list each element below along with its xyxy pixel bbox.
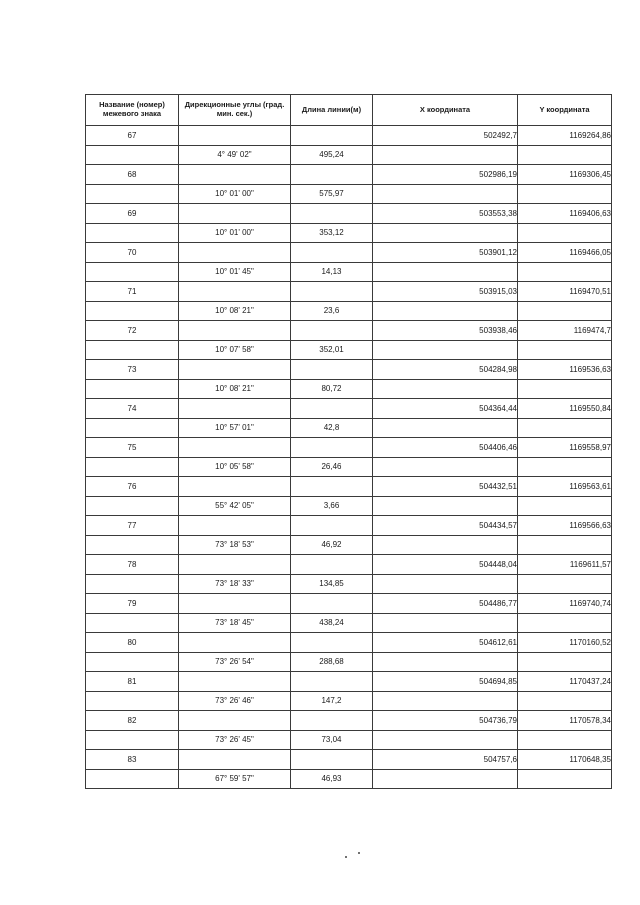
table-row-point [86, 360, 612, 380]
x-coordinate-cell: 504612,61 [373, 633, 518, 653]
empty-cell [179, 672, 291, 692]
empty-cell [291, 594, 373, 614]
empty-cell [373, 536, 518, 555]
table-row-segment [86, 146, 612, 165]
empty-cell [518, 419, 612, 438]
empty-cell [86, 185, 179, 204]
direction-angle-cell: 10° 01' 00" [179, 224, 291, 243]
x-coordinate-cell: 503901,12 [373, 243, 518, 263]
empty-cell [373, 302, 518, 321]
empty-cell [373, 380, 518, 399]
empty-cell [86, 536, 179, 555]
header-x-coordinate: X координата [373, 95, 518, 126]
table-row-segment [86, 458, 612, 477]
empty-cell [179, 477, 291, 497]
point-name-cell: 72 [86, 321, 179, 341]
empty-cell [179, 282, 291, 302]
empty-cell [518, 731, 612, 750]
y-coordinate-cell: 1169611,57 [518, 555, 612, 575]
line-length-cell: 46,92 [291, 536, 373, 555]
empty-cell [179, 126, 291, 146]
point-name-cell: 79 [86, 594, 179, 614]
empty-cell [86, 458, 179, 477]
line-length-cell: 353,12 [291, 224, 373, 243]
point-name-cell: 71 [86, 282, 179, 302]
empty-cell [86, 224, 179, 243]
empty-cell [179, 555, 291, 575]
table-row-segment [86, 536, 612, 555]
y-coordinate-cell: 1170437,24 [518, 672, 612, 692]
point-name-cell: 76 [86, 477, 179, 497]
empty-cell [518, 302, 612, 321]
direction-angle-cell: 67° 59' 57" [179, 770, 291, 789]
point-name-cell: 73 [86, 360, 179, 380]
line-length-cell: 42,8 [291, 419, 373, 438]
table-row-segment [86, 419, 612, 438]
empty-cell [291, 555, 373, 575]
table-row-segment [86, 653, 612, 672]
x-coordinate-cell: 504406,46 [373, 438, 518, 458]
empty-cell [86, 575, 179, 594]
line-length-cell: 495,24 [291, 146, 373, 165]
direction-angle-cell: 10° 07' 58" [179, 341, 291, 360]
x-coordinate-cell: 504694,85 [373, 672, 518, 692]
y-coordinate-cell: 1169740,74 [518, 594, 612, 614]
empty-cell [179, 516, 291, 536]
direction-angle-cell: 10° 08' 21" [179, 302, 291, 321]
scan-speck [345, 856, 347, 858]
direction-angle-cell: 73° 26' 46" [179, 692, 291, 711]
table-row-point [86, 438, 612, 458]
direction-angle-cell: 10° 01' 00" [179, 185, 291, 204]
x-coordinate-cell: 504434,57 [373, 516, 518, 536]
header-point-name: Название (номер) межевого знака [86, 95, 179, 126]
line-length-cell: 73,04 [291, 731, 373, 750]
x-coordinate-cell: 503915,03 [373, 282, 518, 302]
direction-angle-cell: 73° 18' 33" [179, 575, 291, 594]
x-coordinate-cell: 504736,79 [373, 711, 518, 731]
x-coordinate-cell: 504364,44 [373, 399, 518, 419]
table-row-point [86, 321, 612, 341]
empty-cell [518, 575, 612, 594]
empty-cell [518, 224, 612, 243]
y-coordinate-cell: 1169550,84 [518, 399, 612, 419]
x-coordinate-cell: 503553,38 [373, 204, 518, 224]
empty-cell [291, 243, 373, 263]
empty-cell [518, 536, 612, 555]
table-row-point [86, 633, 612, 653]
empty-cell [86, 770, 179, 789]
direction-angle-cell: 73° 26' 54" [179, 653, 291, 672]
empty-cell [518, 341, 612, 360]
y-coordinate-cell: 1170578,34 [518, 711, 612, 731]
table-row-point [86, 516, 612, 536]
point-name-cell: 81 [86, 672, 179, 692]
point-name-cell: 75 [86, 438, 179, 458]
table-row-segment [86, 380, 612, 399]
empty-cell [86, 614, 179, 633]
y-coordinate-cell: 1170648,35 [518, 750, 612, 770]
point-name-cell: 68 [86, 165, 179, 185]
direction-angle-cell: 55° 42' 05" [179, 497, 291, 516]
direction-angle-cell: 73° 26' 45" [179, 731, 291, 750]
x-coordinate-cell: 504486,77 [373, 594, 518, 614]
point-name-cell: 78 [86, 555, 179, 575]
table-row-segment [86, 575, 612, 594]
x-coordinate-cell: 504284,98 [373, 360, 518, 380]
direction-angle-cell: 4° 49' 02" [179, 146, 291, 165]
point-name-cell: 69 [86, 204, 179, 224]
table-row-point [86, 282, 612, 302]
empty-cell [518, 146, 612, 165]
empty-cell [518, 185, 612, 204]
y-coordinate-cell: 1169470,51 [518, 282, 612, 302]
table-row-point [86, 750, 612, 770]
empty-cell [373, 731, 518, 750]
empty-cell [179, 399, 291, 419]
point-name-cell: 82 [86, 711, 179, 731]
table-row-point [86, 555, 612, 575]
empty-cell [179, 633, 291, 653]
x-coordinate-cell: 502492,7 [373, 126, 518, 146]
empty-cell [518, 614, 612, 633]
empty-cell [518, 653, 612, 672]
table-row-point [86, 399, 612, 419]
coordinates-table [85, 94, 612, 789]
empty-cell [179, 594, 291, 614]
empty-cell [291, 516, 373, 536]
table-row-segment [86, 497, 612, 516]
y-coordinate-cell: 1169466,05 [518, 243, 612, 263]
empty-cell [291, 360, 373, 380]
empty-cell [518, 380, 612, 399]
empty-cell [291, 399, 373, 419]
line-length-cell: 23,6 [291, 302, 373, 321]
empty-cell [86, 419, 179, 438]
empty-cell [518, 770, 612, 789]
empty-cell [373, 497, 518, 516]
empty-cell [179, 243, 291, 263]
table-row-segment [86, 185, 612, 204]
empty-cell [291, 672, 373, 692]
line-length-cell: 438,24 [291, 614, 373, 633]
empty-cell [291, 711, 373, 731]
empty-cell [291, 438, 373, 458]
point-name-cell: 74 [86, 399, 179, 419]
y-coordinate-cell: 1169536,63 [518, 360, 612, 380]
table-row-segment [86, 302, 612, 321]
table-row-segment [86, 614, 612, 633]
y-coordinate-cell: 1169558,97 [518, 438, 612, 458]
line-length-cell: 26,46 [291, 458, 373, 477]
empty-cell [291, 126, 373, 146]
scan-speck [358, 852, 360, 854]
empty-cell [291, 165, 373, 185]
empty-cell [291, 477, 373, 497]
table-body [86, 126, 612, 789]
empty-cell [291, 321, 373, 341]
direction-angle-cell: 10° 05' 58" [179, 458, 291, 477]
empty-cell [86, 653, 179, 672]
point-name-cell: 83 [86, 750, 179, 770]
empty-cell [86, 380, 179, 399]
point-name-cell: 80 [86, 633, 179, 653]
line-length-cell: 46,93 [291, 770, 373, 789]
table-row-point [86, 477, 612, 497]
empty-cell [86, 302, 179, 321]
header-direction-angle: Дирекционные углы (град. мин. сек.) [179, 95, 291, 126]
x-coordinate-cell: 504757,6 [373, 750, 518, 770]
empty-cell [291, 750, 373, 770]
empty-cell [373, 575, 518, 594]
line-length-cell: 3,66 [291, 497, 373, 516]
direction-angle-cell: 73° 18' 53" [179, 536, 291, 555]
y-coordinate-cell: 1169563,61 [518, 477, 612, 497]
table-row-segment [86, 692, 612, 711]
table-row-segment [86, 341, 612, 360]
point-name-cell: 67 [86, 126, 179, 146]
empty-cell [179, 750, 291, 770]
empty-cell [373, 458, 518, 477]
empty-cell [373, 224, 518, 243]
empty-cell [373, 341, 518, 360]
line-length-cell: 14,13 [291, 263, 373, 282]
empty-cell [179, 711, 291, 731]
empty-cell [518, 692, 612, 711]
line-length-cell: 134,85 [291, 575, 373, 594]
empty-cell [179, 438, 291, 458]
direction-angle-cell: 10° 57' 01" [179, 419, 291, 438]
table-row-point [86, 672, 612, 692]
line-length-cell: 288,68 [291, 653, 373, 672]
line-length-cell: 352,01 [291, 341, 373, 360]
y-coordinate-cell: 1169474,7 [518, 321, 612, 341]
line-length-cell: 575,97 [291, 185, 373, 204]
table-row-point [86, 711, 612, 731]
direction-angle-cell: 73° 18' 45" [179, 614, 291, 633]
empty-cell [518, 263, 612, 282]
empty-cell [179, 165, 291, 185]
table-row-segment [86, 224, 612, 243]
empty-cell [373, 263, 518, 282]
table-row-point [86, 243, 612, 263]
empty-cell [86, 731, 179, 750]
line-length-cell: 147,2 [291, 692, 373, 711]
point-name-cell: 70 [86, 243, 179, 263]
empty-cell [518, 458, 612, 477]
empty-cell [373, 770, 518, 789]
y-coordinate-cell: 1169566,63 [518, 516, 612, 536]
empty-cell [86, 692, 179, 711]
table-row-point [86, 165, 612, 185]
table-row-segment [86, 770, 612, 789]
table-header-row [86, 95, 612, 126]
y-coordinate-cell: 1169306,45 [518, 165, 612, 185]
direction-angle-cell: 10° 08' 21" [179, 380, 291, 399]
y-coordinate-cell: 1169264,86 [518, 126, 612, 146]
table-row-point [86, 126, 612, 146]
empty-cell [373, 146, 518, 165]
empty-cell [86, 497, 179, 516]
table-row-point [86, 594, 612, 614]
empty-cell [86, 263, 179, 282]
empty-cell [86, 146, 179, 165]
point-name-cell: 77 [86, 516, 179, 536]
table-row-segment [86, 731, 612, 750]
empty-cell [373, 692, 518, 711]
empty-cell [518, 497, 612, 516]
x-coordinate-cell: 502986,19 [373, 165, 518, 185]
empty-cell [373, 185, 518, 204]
x-coordinate-cell: 504432,51 [373, 477, 518, 497]
empty-cell [179, 204, 291, 224]
table-row-point [86, 204, 612, 224]
line-length-cell: 80,72 [291, 380, 373, 399]
header-line-length: Длина линии(м) [291, 95, 373, 126]
empty-cell [291, 282, 373, 302]
empty-cell [291, 633, 373, 653]
empty-cell [179, 360, 291, 380]
empty-cell [179, 321, 291, 341]
table-row-segment [86, 263, 612, 282]
header-y-coordinate: Y координата [518, 95, 612, 126]
empty-cell [373, 614, 518, 633]
y-coordinate-cell: 1170160,52 [518, 633, 612, 653]
direction-angle-cell: 10° 01' 45" [179, 263, 291, 282]
empty-cell [373, 653, 518, 672]
empty-cell [291, 204, 373, 224]
y-coordinate-cell: 1169406,63 [518, 204, 612, 224]
x-coordinate-cell: 504448,04 [373, 555, 518, 575]
x-coordinate-cell: 503938,46 [373, 321, 518, 341]
empty-cell [373, 419, 518, 438]
empty-cell [86, 341, 179, 360]
